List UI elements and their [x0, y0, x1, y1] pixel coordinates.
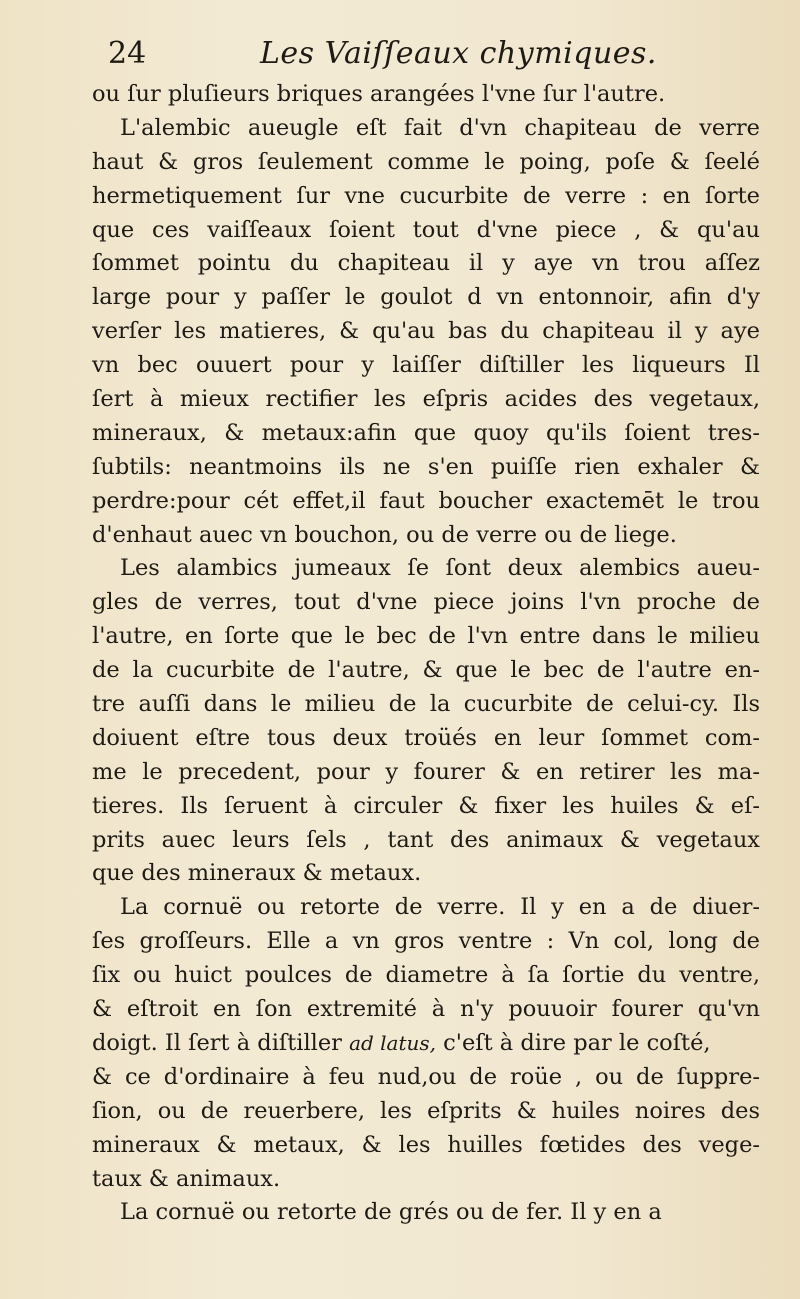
text-segment: c'eſt à dire par le coſté,: [436, 1029, 711, 1056]
text-line: gles de verres, tout d'vne piece joins l'vn proche de: [92, 589, 760, 616]
text-line: La cornuë ou retorte de grés ou de fer. Il y en a: [120, 1199, 662, 1226]
text-line: ſommet pointu du chapiteau il y aye vn trou aſſez: [92, 250, 760, 277]
text-line: ſion, ou de reuerbere, les eſprits & huiles noires des: [92, 1097, 760, 1124]
text-line: & ce d'ordinaire à feu nud,ou de roüe , ou de ſuppre-: [92, 1063, 760, 1090]
text-line: haut & gros ſeulement comme le poing, poſe & ſeelé: [92, 148, 760, 175]
text-line: mineraux & metaux, & les huilles fœtides des vege-: [92, 1131, 760, 1158]
text-line: ſes groſſeurs. Elle a vn gros ventre : Vn col, long de: [92, 928, 760, 955]
text-line: & eſtroit en ſon extremité à n'y pouuoir fourer qu'vn: [92, 996, 760, 1023]
text-line: hermetiquement ſur vne cucurbite de verre : en ſorte: [92, 182, 760, 209]
text-line: perdre:pour cét effet,il faut boucher exactemēt le trou: [92, 487, 760, 514]
text-line: ſert à mieux rectifier les eſpris acides des vegetaux,: [92, 386, 760, 413]
text-line: l'autre, en ſorte que le bec de l'vn entre dans le milieu: [92, 623, 760, 650]
text-line: L'alembic aueugle eſt fait d'vn chapiteau de verre: [120, 114, 760, 141]
text-line: prits auec leurs ſels , tant des animaux & vegetaux: [92, 826, 760, 853]
text-line: de la cucurbite de l'autre, & que le bec de l'autre en-: [92, 657, 760, 684]
text-line: doiuent eſtre tous deux troüés en leur ſommet com-: [92, 724, 760, 751]
page-header: [108, 36, 728, 76]
running-title: Les Vaiſſeaux chymiques.: [260, 36, 657, 71]
text-line: large pour y paſſer le goulot d vn entonnoir, afin d'y: [92, 284, 760, 311]
text-line: ſubtils: neantmoins ils ne s'en puiſſe rien exhaler &: [92, 453, 760, 480]
latin-phrase: ad latus,: [349, 1030, 437, 1055]
text-segment: doigt. Il ſert à diſtiller: [92, 1029, 342, 1056]
text-line: La cornuë ou retorte de verre. Il y en a de diuer-: [120, 894, 760, 921]
text-line: Les alambics jumeaux ſe ſont deux alembics aueu-: [120, 555, 760, 582]
text-line: tieres. Ils ſeruent à circuler & fixer les huiles & eſ-: [92, 792, 760, 819]
body-text: [92, 78, 760, 1230]
text-line: me le precedent, pour y fourer & en retirer les ma-: [92, 758, 760, 785]
text-line: ou ſur pluſieurs briques arangées l'vne ſur l'autre.: [92, 81, 666, 107]
text-line: taux & animaux.: [92, 1165, 281, 1192]
text-line: d'enhaut auec vn bouchon, ou de verre ou de liege.: [92, 521, 677, 548]
page-number: 24: [108, 36, 147, 71]
text-line: verſer les matieres, & qu'au bas du chapiteau il y aye: [92, 318, 760, 345]
text-line: ſix ou huict poulces de diametre à ſa ſortie du ventre,: [92, 962, 760, 989]
text-line: vn bec ouuert pour y laiſſer diſtiller les liqueurs Il: [92, 352, 760, 379]
text-line: que ces vaiſſeaux ſoient tout d'vne piece , & qu'au: [92, 216, 760, 243]
text-line: que des mineraux & metaux.: [92, 860, 422, 887]
text-line: mineraux, & metaux:afin que quoy qu'ils ſoient tres-: [92, 419, 760, 446]
text-line: tre auſſi dans le milieu de la cucurbite de celui-cy. Ils: [92, 691, 760, 718]
text-line: [92, 1027, 760, 1061]
